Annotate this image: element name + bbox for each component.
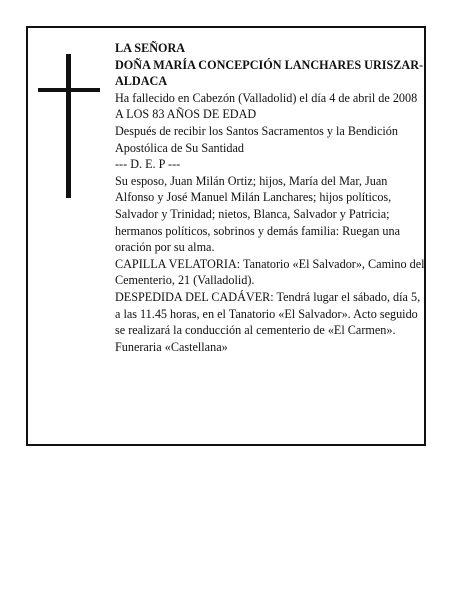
age-statement: A LOS 83 AÑOS DE EDAD xyxy=(115,107,257,122)
chapel-info: CAPILLA VELATORIA: Tanatorio «El Salvador», Camino del Cementerio, 21 (Valladolid). xyxy=(115,256,425,288)
cross-icon xyxy=(38,54,100,198)
deceased-name: DOÑA MARÍA CONCEPCIÓN LANCHARES URISZAR-ALDACA xyxy=(115,57,424,89)
family-statement: Su esposo, Juan Milán Ortiz; hijos, María del Mar, Juan Alfonso y José Manuel Milán Lanchares; hijos políticos, Salvador y Trinidad; nietos, Blanca, Salvador y Patricia; hermanos políticos, sobrinos y demás familia: Ruegan una oración por su alma. xyxy=(115,173,400,255)
obituary-notice xyxy=(26,26,426,446)
cross-vertical-bar xyxy=(66,54,71,198)
notice-body xyxy=(115,40,427,355)
cross-horizontal-bar xyxy=(38,88,100,92)
rip-line: --- D. E. P --- xyxy=(115,157,181,172)
sacraments-statement: Después de recibir los Santos Sacramentos y la Bendición Apostólica de Su Santidad xyxy=(115,123,398,155)
farewell-info: DESPEDIDA DEL CADÁVER: Tendrá lugar el sábado, día 5, a las 11.45 horas, en el Tanatorio «El Salvador». Acto seguido se realizará la conducción al cementerio de «El Carmen». xyxy=(115,289,421,338)
funeral-home: Funeraria «Castellana» xyxy=(115,339,228,354)
death-statement: Ha fallecido en Cabezón (Valladolid) el día 4 de abril de 2008 xyxy=(115,90,418,105)
notice-heading: LA SEÑORA xyxy=(115,41,186,55)
